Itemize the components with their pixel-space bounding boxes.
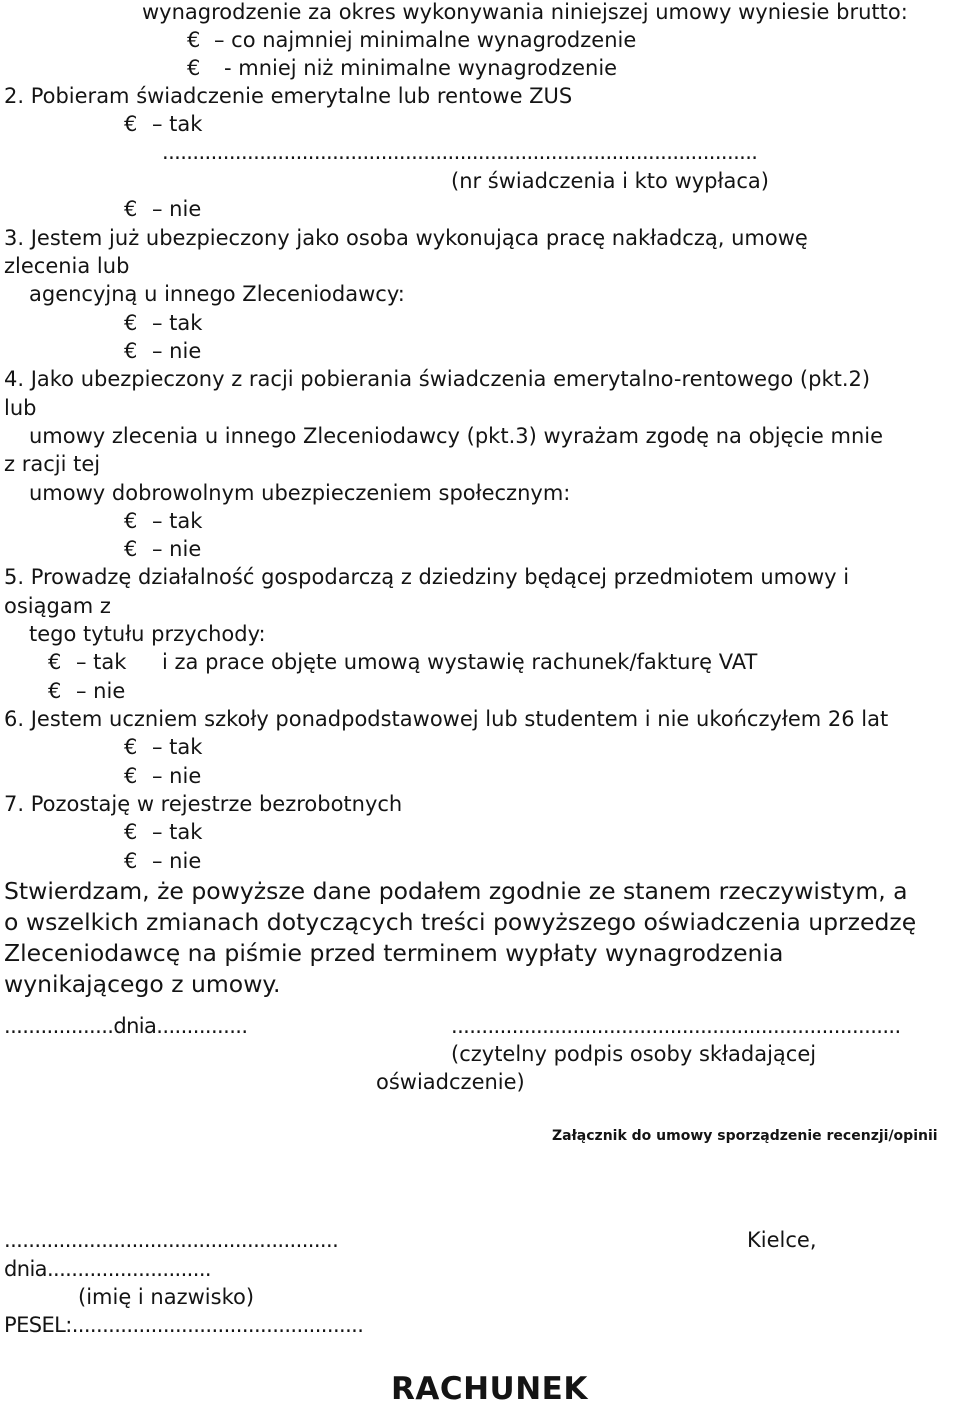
- statement-line: Stwierdzam, że powyższe dane podałem zgodnie ze stanem rzeczywistym, a: [4, 877, 908, 905]
- option-tak: – tak: [152, 735, 203, 759]
- statement-line: wynikającego z umowy.: [4, 970, 281, 998]
- checkbox-icon[interactable]: €: [124, 197, 138, 221]
- checkbox-icon[interactable]: €: [48, 650, 62, 674]
- question-6: 6. Jestem uczniem szkoły ponadpodstawowej lub studentem i nie ukończyłem 26 lat: [4, 707, 889, 731]
- statement-line: o wszelkich zmianach dotyczących treści powyższego oświadczenia uprzedzę: [4, 908, 917, 936]
- checkbox-icon[interactable]: €: [124, 112, 138, 136]
- option-nie: – nie: [76, 679, 126, 703]
- checkbox-icon[interactable]: €: [124, 735, 138, 759]
- checkbox-icon[interactable]: €: [124, 537, 138, 561]
- option-tak: – tak: [152, 509, 203, 533]
- question-3-line-2: zlecenia lub: [4, 254, 130, 278]
- question-2: 2. Pobieram świadczenie emerytalne lub rentowe ZUS: [4, 84, 573, 108]
- option-tak: – tak: [152, 820, 203, 844]
- annex-label: Załącznik do umowy sporządzenie recenzji/opinii: [552, 1128, 938, 1144]
- question-7: 7. Pozostaję w rejestrze bezrobotnych: [4, 792, 403, 816]
- option-tak: – tak: [152, 112, 203, 136]
- signature-line: ..........................................................................: [451, 1014, 901, 1038]
- question-5-line-2: osiągam z: [4, 594, 111, 618]
- question-5-line-3: tego tytułu przychody:: [29, 622, 266, 646]
- name-field: .......................................................: [4, 1228, 339, 1252]
- checkbox-icon[interactable]: €: [124, 339, 138, 363]
- name-label: (imię i nazwisko): [78, 1285, 255, 1309]
- checkbox-icon[interactable]: €: [124, 820, 138, 844]
- date-field: ..................dnia...............: [4, 1014, 248, 1038]
- checkbox-icon[interactable]: €: [124, 849, 138, 873]
- question-5: 5. Prowadzę działalność gospodarczą z dziedziny będącej przedmiotem umowy i: [4, 565, 850, 589]
- pesel-field: PESEL:................................................: [4, 1313, 364, 1337]
- checkbox-icon[interactable]: €: [187, 28, 201, 52]
- question-4-line-3: umowy zlecenia u innego Zleceniodawcy (pkt.3) wyrażam zgodę na objęcie mnie: [29, 424, 884, 448]
- invoice-note: i za prace objęte umową wystawię rachunek/fakturę VAT: [162, 650, 758, 674]
- document-title: RACHUNEK: [391, 1371, 588, 1407]
- question-4-line-5: umowy dobrowolnym ubezpieczeniem społecznym:: [29, 481, 571, 505]
- question-3-line-3: agencyjną u innego Zleceniodawcy:: [29, 282, 405, 306]
- option-nie: – nie: [152, 197, 202, 221]
- checkbox-icon[interactable]: €: [187, 56, 201, 80]
- checkbox-icon[interactable]: €: [124, 509, 138, 533]
- dotted-line: ..................................................................................................: [162, 140, 758, 164]
- option-tak: – tak: [76, 650, 127, 674]
- signature-label-2: oświadczenie): [376, 1070, 525, 1094]
- signature-label: (czytelny podpis osoby składającej: [451, 1042, 817, 1066]
- statement-line: Zleceniodawcę na piśmie przed terminem wypłaty wynagrodzenia: [4, 939, 784, 967]
- checkbox-icon[interactable]: €: [124, 764, 138, 788]
- question-3: 3. Jestem już ubezpieczony jako osoba wykonująca pracę nakładczą, umowę: [4, 226, 808, 250]
- option-nie: – nie: [152, 537, 202, 561]
- question-4-line-4: z racji tej: [4, 452, 101, 476]
- question-4: 4. Jako ubezpieczony z racji pobierania świadczenia emerytalno-rentowego (pkt.2): [4, 367, 871, 391]
- option-tak: – tak: [152, 311, 203, 335]
- checkbox-icon[interactable]: €: [124, 311, 138, 335]
- question-4-line-2: lub: [4, 396, 37, 420]
- place-label: Kielce,: [747, 1228, 817, 1252]
- checkbox-icon[interactable]: €: [48, 679, 62, 703]
- date-field: dnia...........................: [4, 1257, 211, 1281]
- option-nie: – nie: [152, 849, 202, 873]
- option-nie: – nie: [152, 339, 202, 363]
- option-min-wage: – co najmniej minimalne wynagrodzenie: [214, 28, 637, 52]
- intro-line: wynagrodzenie za okres wykonywania niniejszej umowy wyniesie brutto:: [142, 0, 908, 24]
- pension-note: (nr świadczenia i kto wypłaca): [451, 169, 769, 193]
- option-nie: – nie: [152, 764, 202, 788]
- option-less-than-min: - mniej niż minimalne wynagrodzenie: [224, 56, 618, 80]
